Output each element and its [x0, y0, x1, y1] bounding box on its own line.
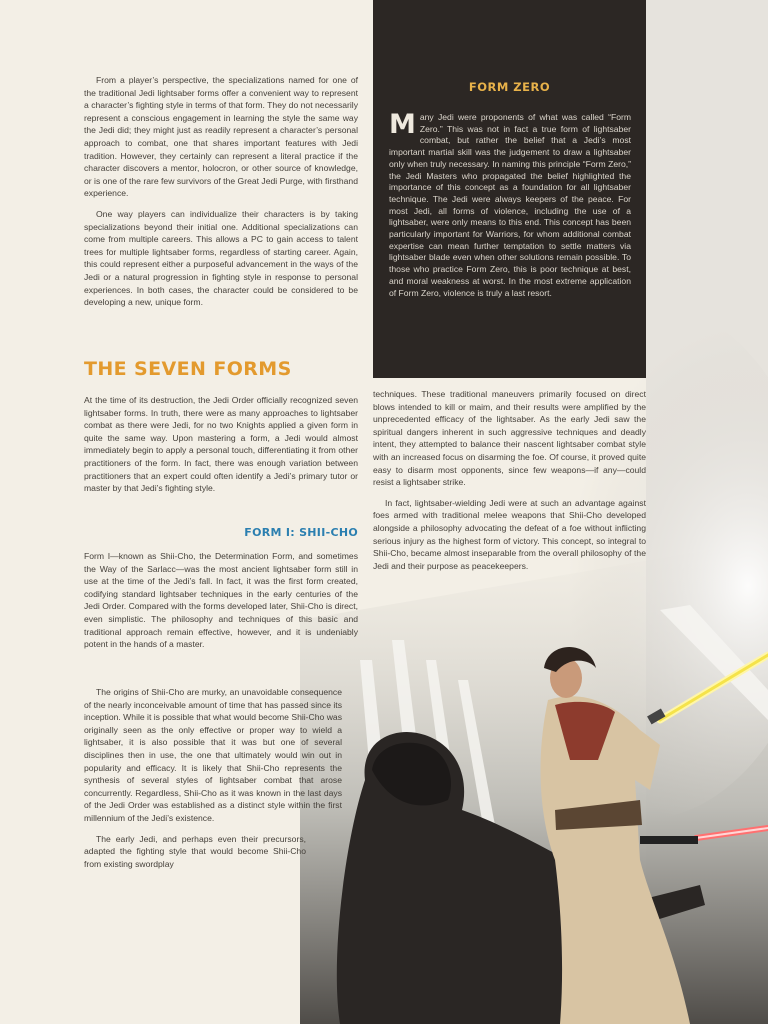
right-paragraph-2: In fact, lightsaber-wielding Jedi were at such an advantage against foes armed with traditional melee weapons that Shii-Cho developed alongside a philosophy advocating the defeat of a foe without inflicting serious injury as the highest form of victory. This concept, so integral to Shii-Cho, became almost inseparable from the overall philosophy of the Jedi and their purpose as peacekeepers. [373, 497, 646, 571]
form-one-column-lower [84, 686, 342, 878]
form-one-heading: FORM I: SHII-CHO [244, 526, 358, 539]
form-one-column-upper [84, 550, 358, 659]
form-one-paragraph-2: The origins of Shii-Cho are murky, an unavoidable consequence of the nearly inconceivable amount of time that has passed since its inception. While it is possible that what would become Shii-Cho was originally seen as the only effective or proper way to wield a lightsaber, it is also possible that it was but one of several disciplines then in use, the one that ultimately would win out in popularity and efficacy. It is likely that Shii-Cho represents the synthesis of several styles of lightsaber combat that arose concurrently. Regardless, Shii-Cho as it was known in the last days of the Jedi Order was established as a distinct style within the first millennium of the Jedi’s existence. [84, 687, 342, 823]
form-one-paragraph-1: Form I—known as Shii-Cho, the Determination Form, and sometimes the Way of the Sarlacc—was the most ancient lightsaber form still in use at the time of the Jedi’s fall. In fact, it was the first form created, codifying standard lightsaber techniques in the early centuries of the Jedi Order. Compared with the forms developed later, Shii-Cho is direct, even simplistic. The philosophy and techniques of this basic and traditional approach remain effective, however, and it is undeniably potent in the hands of a master. [84, 551, 358, 650]
sidebar-body [389, 109, 631, 299]
form-zero-sidebar [373, 0, 646, 378]
drop-cap: M [389, 109, 416, 140]
sidebar-text: any Jedi were proponents of what was called “Form Zero.” This was not in fact a true form of lightsaber combat, but rather the belief that a Jedi’s most important martial skill was the judgement to draw a lightsaber only when truly necessary. In naming this principle “Form Zero,” the Jedi Masters who propagated the belief highlighted the importance of this concept as a foundation for all lightsaber technique. The Jedi were always keepers of the peace. For most Jedi, all forms of violence, including the use of a lightsaber, were only means to this end. This concept has been particularly important for Warriors, for whom additional combat expertise can mean further temptation to settle matters via lightsaber blade even when other solutions remain possible. To those who practice Form Zero, this is poor technique at best, and moral weakness at worst. In the most extreme application of Form Zero, violence is truly a last resort. [389, 112, 631, 298]
right-column [373, 388, 646, 580]
section-heading: THE SEVEN FORMS [84, 358, 292, 380]
right-paragraph-1: techniques. These traditional maneuvers primarily focused on direct blows intended to kill or maim, and their results were amplified by the unprecedented efficacy of the lightsaber. As the early Jedi saw the spiritual dangers inherent in such aggressive techniques and deadly intent, they attempted to balance their nascent lightsaber combat style with an increased focus on disarming the foe. Of course, it proved quite easy to disarm most opponents, since few weapons—if any—could resist a lightsaber strike. [373, 389, 646, 488]
seven-forms-paragraph: At the time of its destruction, the Jedi Order officially recognized seven lightsaber forms. In truth, there were as many approaches to lightsaber combat as there were Jedi, for no two Knights applied a given form in quite the same way. Upon mastering a form, a Jedi would almost immediately begin to apply a personal touch, differentiating it from other practitioners of the form. In fact, there was enough variation between practitioners that an expert could often identify a Jedi’s primary tutor or master by that Jedi’s fighting style. [84, 395, 358, 494]
intro-paragraph-2: One way players can individualize their characters is by taking specializations beyond their initial one. Additional specializations can come from multiple careers. This allows a PC to gain access to talent trees for multiple lightsaber forms, regardless of starting career. Again, this could represent either a purposeful advancement in the ways of the Jedi or a natural progression in fighting style in response to personal experiences. In both cases, the character could be considered to be developing a new, unique form. [84, 208, 358, 308]
intro-paragraph-1: From a player’s perspective, the specializations named for one of the traditional Jedi lightsaber forms offer a convenient way to represent a character’s fighting style in terms of that form. They do not necessarily represent a conscious engagement in learning the style the same way the Jedi did; they might just as readily represent a character’s personal approach to combat, one that shares important features with Jedi tradition. However, they certainly can represent a literal practice if the character discovers a mentor, holocron, or other source of knowledge, or is one of the rare few survivors of the Great Jedi Purge, with firsthand experience. [84, 75, 358, 199]
seven-forms-column [84, 394, 358, 503]
form-one-paragraph-3: The early Jedi, and perhaps even their precursors, adapted the fighting style that would become Shii-Cho from existing swordplay [84, 833, 306, 869]
sidebar-title: FORM ZERO [468, 80, 551, 94]
intro-column [84, 74, 358, 317]
